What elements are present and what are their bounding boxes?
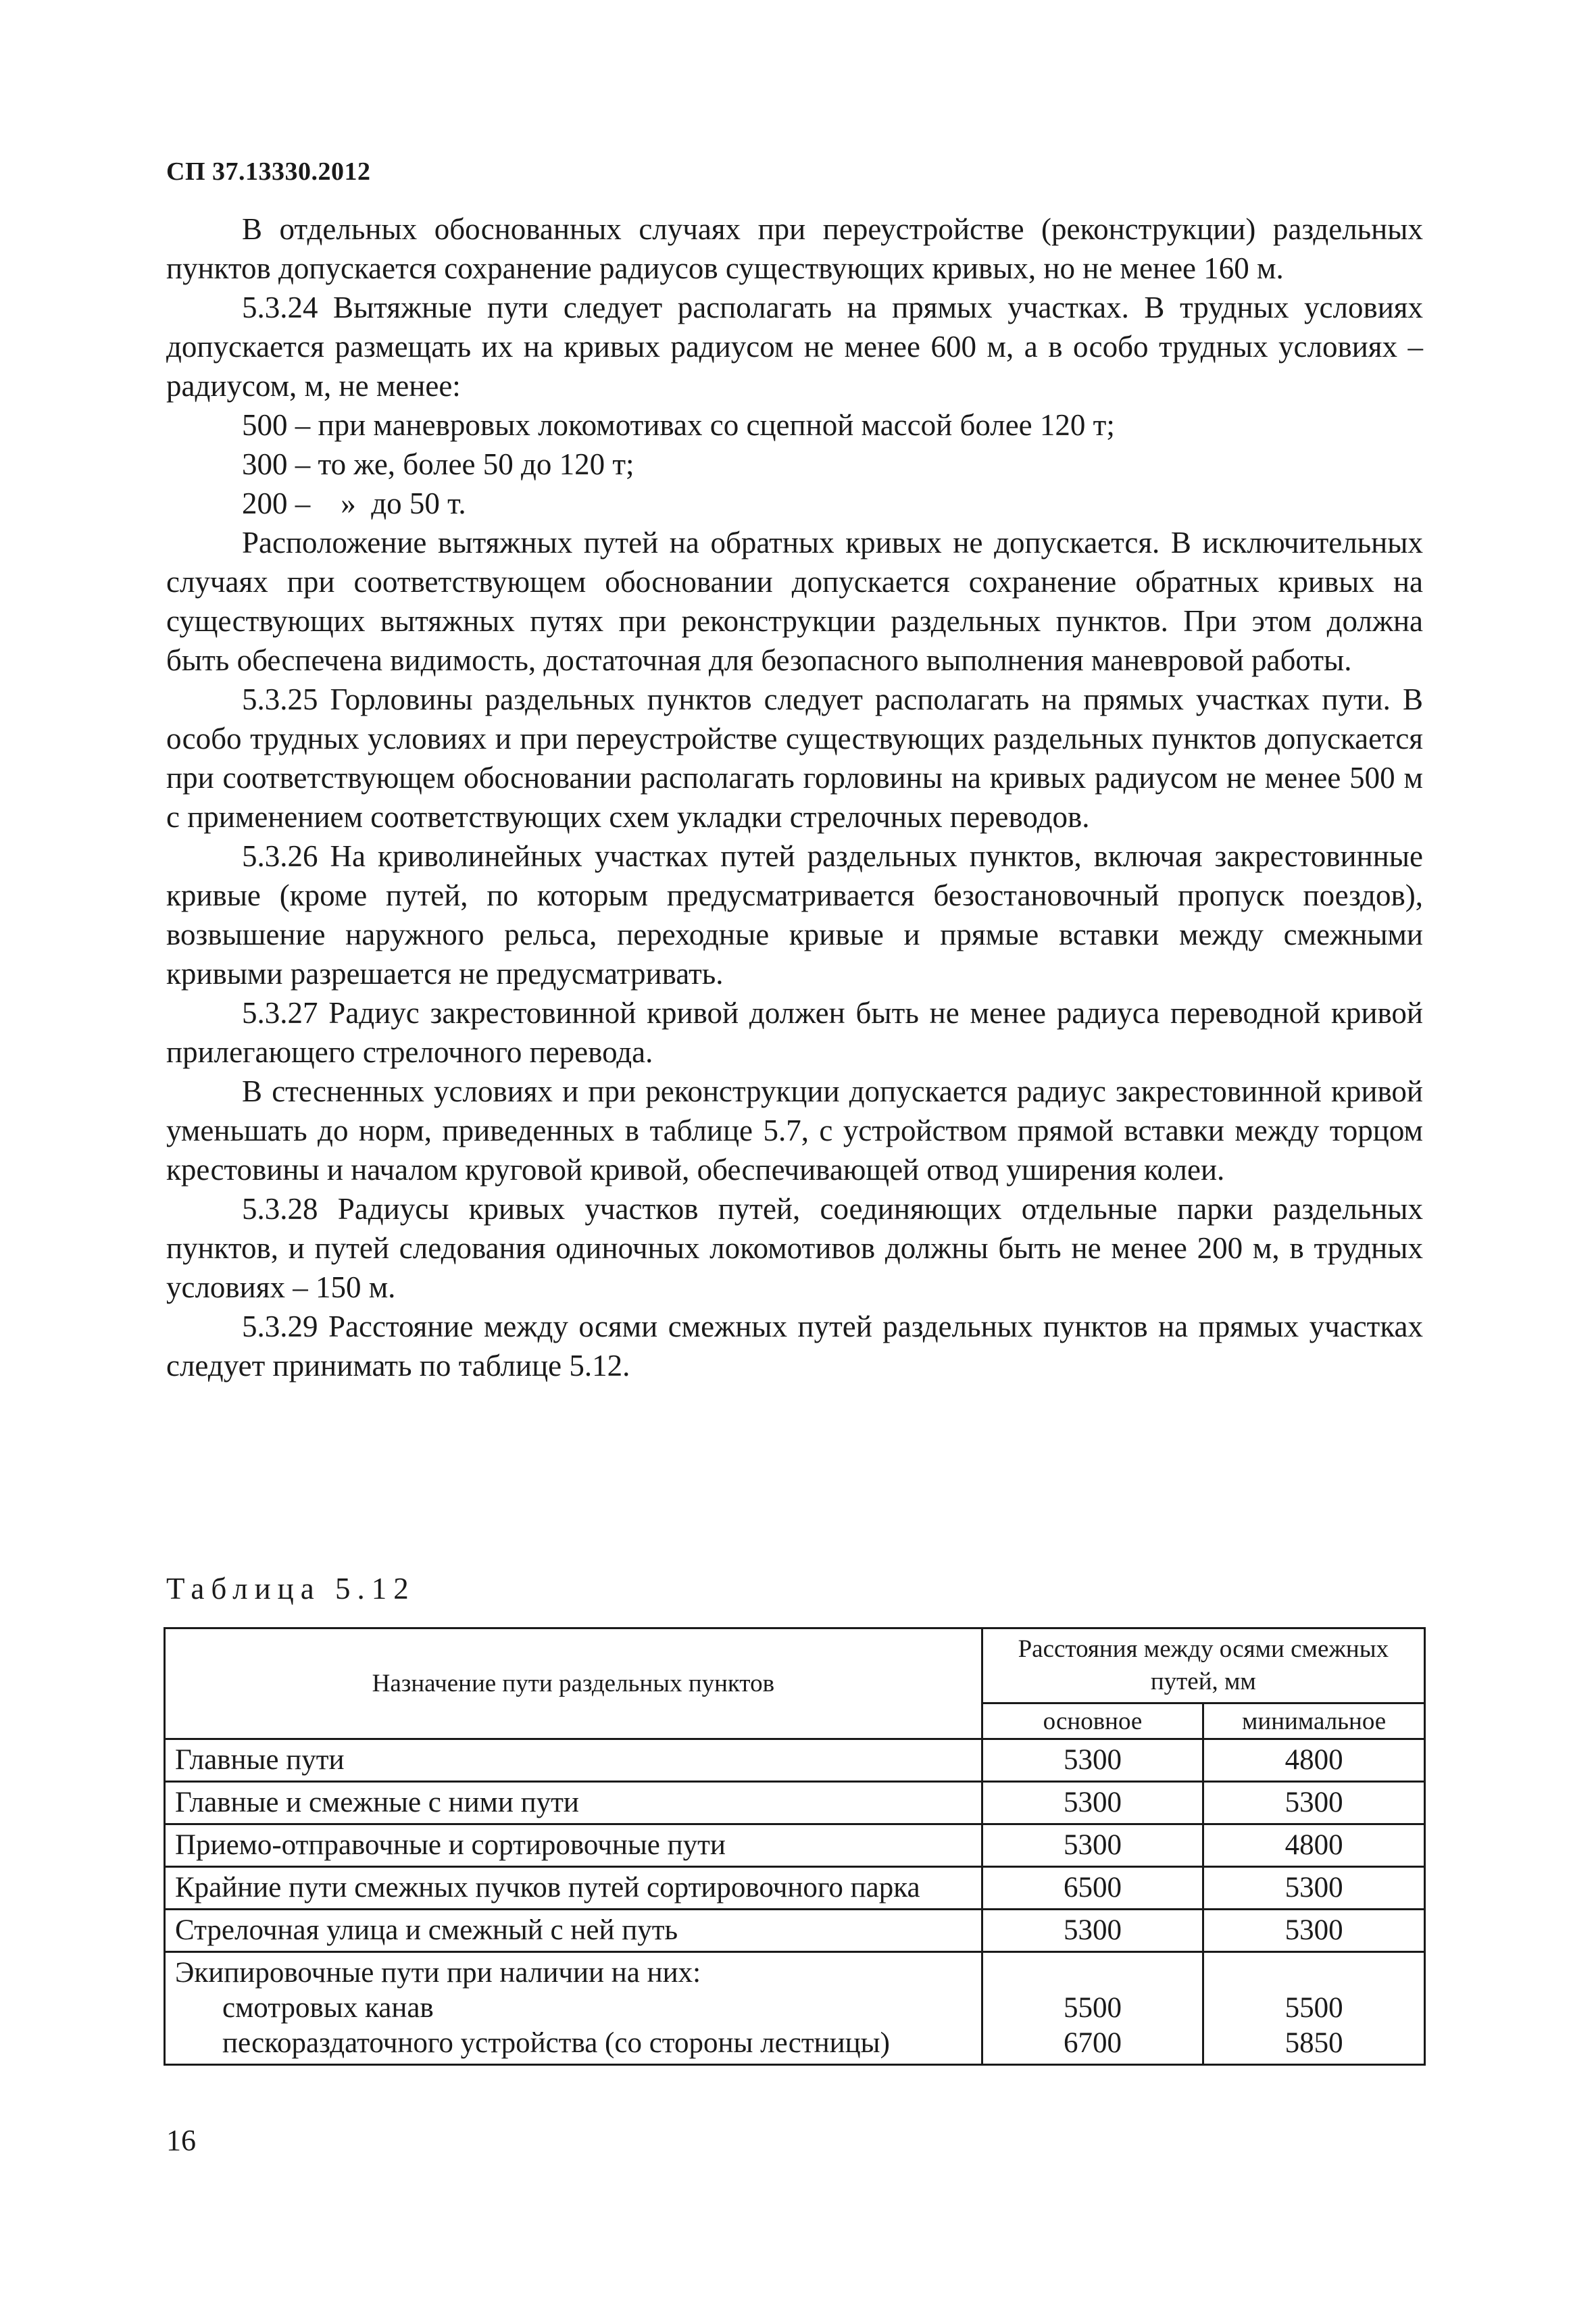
equipment-sub-label: смотровых канав — [222, 1992, 434, 2024]
header-min: минимальное — [1203, 1703, 1425, 1739]
row-label: Главные пути — [165, 1739, 982, 1782]
table-row — [165, 1910, 1425, 1952]
paragraph: В стесненных условиях и при реконструкции допускается радиус закрестовинной кривой уменьшать до норм, приведенных в таблице 5.7, с устройством прямой вставки между торцом крестовины и началом круговой кривой, обеспечивающей отвод уширения колеи. — [166, 1074, 1423, 1187]
row-label: Главные и смежные с ними пути — [165, 1782, 982, 1824]
table-5-12 — [164, 1627, 1426, 2066]
body-text — [166, 209, 1423, 1385]
list-item-200: 200 – » до 50 т. — [242, 487, 466, 520]
table-row — [165, 1824, 1425, 1867]
header-main: основное — [982, 1703, 1203, 1739]
row-min: 5300 — [1203, 1782, 1425, 1824]
row-min: 4800 — [1203, 1739, 1425, 1782]
row-label-equipment — [165, 1952, 982, 2065]
equipment-min-value: 5850 — [1285, 2027, 1343, 2059]
paragraph-5-3-27: 5.3.27 Радиус закрестовинной кривой должен быть не менее радиуса переводной кривой прилегающего стрелочного перевода. — [166, 996, 1423, 1069]
header-purpose: Назначение пути раздельных пунктов — [165, 1628, 982, 1739]
table-row — [165, 1739, 1425, 1782]
row-min-equipment — [1203, 1952, 1425, 2065]
paragraph-5-3-28: 5.3.28 Радиусы кривых участков путей, соединяющих отдельные парки раздельных пунктов, и путей следования одиночных локомотивов должны быть не менее 200 м, в трудных условиях – 150 м. — [166, 1192, 1423, 1304]
equipment-min-value: 5500 — [1285, 1992, 1343, 2024]
table-row-equipment — [165, 1952, 1425, 2065]
row-min: 5300 — [1203, 1910, 1425, 1952]
list-item-500: 500 – при маневровых локомотивах со сцепной массой более 120 т; — [242, 408, 1115, 442]
row-min: 5300 — [1203, 1867, 1425, 1910]
paragraph: В отдельных обоснованных случаях при переустройстве (реконструкции) раздельных пунктов допускается сохранение радиусов существующих кривых, но не менее 160 м. — [166, 212, 1423, 285]
table-caption: Таблица 5.12 — [166, 1572, 416, 1605]
row-main-equipment — [982, 1952, 1203, 2065]
equipment-sub-label: пескораздаточного устройства (со стороны лестницы) — [222, 2027, 890, 2059]
row-main: 5300 — [982, 1782, 1203, 1824]
row-main: 6500 — [982, 1867, 1203, 1910]
paragraph-5-3-24: 5.3.24 Вытяжные пути следует располагать на прямых участках. В трудных условиях допускается размещать их на кривых радиусом не менее 600 м, а в особо трудных условиях – радиусом, м, не менее: — [166, 291, 1423, 403]
row-main: 5300 — [982, 1739, 1203, 1782]
paragraph-5-3-26: 5.3.26 На криволинейных участках путей раздельных пунктов, включая закрестовинные кривые (кроме путей, по которым предусматривается безостановочный пропуск поездов), возвышение наружного рельса, переходные кривые и прямые вставки между смежными кривыми разрешается не предусматривать. — [166, 839, 1423, 991]
table-row — [165, 1867, 1425, 1910]
row-main: 5300 — [982, 1910, 1203, 1952]
row-min: 4800 — [1203, 1824, 1425, 1867]
paragraph: Расположение вытяжных путей на обратных кривых не допускается. В исключительных случаях при соответствующем обосновании допускается сохранение обратных кривых на существующих вытяжных путях при реконструкции раздельных пунктов. При этом должна быть обеспечена видимость, достаточная для безопасного выполнения маневровой работы. — [166, 526, 1423, 677]
table-row — [165, 1782, 1425, 1824]
list-item-300: 300 – то же, более 50 до 120 т; — [242, 447, 634, 481]
page-number: 16 — [166, 2124, 196, 2157]
row-label: Приемо-отправочные и сортировочные пути — [165, 1824, 982, 1867]
equipment-main-value: 6700 — [1063, 2027, 1122, 2059]
equipment-heading: Экипировочные пути при наличии на них: — [175, 1957, 701, 1989]
row-label: Стрелочная улица и смежный с ней путь — [165, 1910, 982, 1952]
header-distance: Расстояния между осями смежных путей, мм — [982, 1628, 1424, 1703]
document-code: СП 37.13330.2012 — [166, 157, 371, 186]
equipment-main-value: 5500 — [1063, 1992, 1122, 2024]
row-label: Крайние пути смежных пучков путей сортировочного парка — [165, 1867, 982, 1910]
paragraph-5-3-25: 5.3.25 Горловины раздельных пунктов следует располагать на прямых участках пути. В особо трудных условиях и при переустройстве существующих раздельных пунктов допускается при соответствующем обосновании располагать горловины на кривых радиусом не менее 500 м с применением соответствующих схем укладки стрелочных переводов. — [166, 682, 1423, 834]
row-main: 5300 — [982, 1824, 1203, 1867]
paragraph-5-3-29: 5.3.29 Расстояние между осями смежных путей раздельных пунктов на прямых участках следует принимать по таблице 5.12. — [166, 1310, 1423, 1383]
